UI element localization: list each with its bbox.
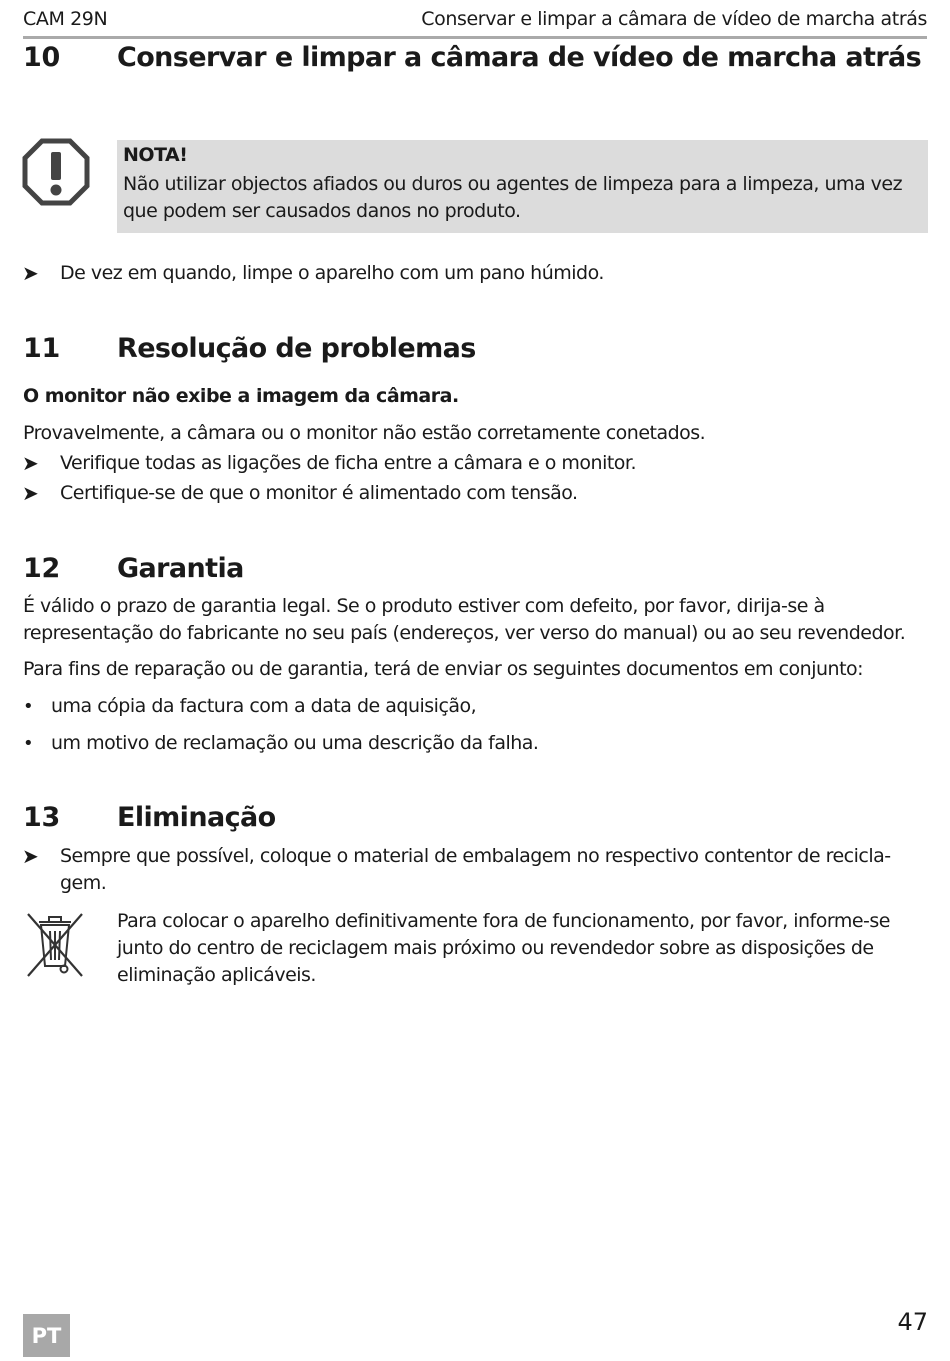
section-13-number: 13 <box>23 802 60 833</box>
warranty-doc-1: uma cópia da factura com a data de aquisição, <box>51 695 477 717</box>
troubleshoot-step-1: Verifique todas as ligações de ficha entre a câmara e o monitor. <box>60 452 637 474</box>
page-header <box>23 6 927 39</box>
bullet-icon: • <box>23 733 34 754</box>
note-text: Não utilizar objectos afiados ou duros ou agentes de limpeza para a limpeza, uma vez que podem ser causados danos no produto. <box>123 173 903 222</box>
warranty-paragraph-2: Para fins de reparação ou de garantia, terá de enviar os seguintes documentos em conjunto: <box>23 658 864 680</box>
running-title: Conservar e limpar a câmara de vídeo de marcha atrás <box>421 8 927 30</box>
section-13-title: Eliminação <box>117 802 276 833</box>
arrow-right-icon: ➤ <box>22 844 39 868</box>
section-12-title: Garantia <box>117 553 244 584</box>
section-11-number: 11 <box>23 333 60 364</box>
section-11-title: Resolução de problemas <box>117 333 476 364</box>
warranty-paragraph-1: É válido o prazo de garantia legal. Se o produto estiver com defeito, por favor, dirija-se à representação do fabricante no seu país (endereços, ver verso do manual) ou ao seu revendedor. <box>23 595 906 644</box>
section-12-number: 12 <box>23 553 60 584</box>
packaging-step-line-1: Sempre que possível, coloque o material de embalagem no respectivo contentor de recicla- <box>60 845 891 867</box>
packaging-step-line-2: gem. <box>60 872 107 894</box>
cleaning-step: De vez em quando, limpe o aparelho com um pano húmido. <box>60 262 604 284</box>
model-name: CAM 29N <box>23 8 108 30</box>
arrow-right-icon: ➤ <box>22 481 39 505</box>
arrow-right-icon: ➤ <box>22 451 39 475</box>
note-box <box>117 140 928 233</box>
troubleshoot-step-2: Certifique-se de que o monitor é alimentado com tensão. <box>60 482 578 504</box>
crossed-out-bin-icon <box>22 910 88 980</box>
disposal-text: Para colocar o aparelho definitivamente fora de funcionamento, por favor, informe-se junto do centro de reciclagem mais próximo ou revendedor sobre as disposições de eliminação aplicáveis. <box>117 910 890 986</box>
problem-subheading: O monitor não exibe a imagem da câmara. <box>23 385 459 407</box>
section-10-title: Conservar e limpar a câmara de vídeo de marcha atrás <box>117 42 922 73</box>
bullet-icon: • <box>23 696 34 717</box>
note-title: NOTA! <box>123 144 188 166</box>
arrow-right-icon: ➤ <box>22 261 39 285</box>
warranty-doc-2: um motivo de reclamação ou uma descrição da falha. <box>51 732 539 754</box>
language-badge: PT <box>23 1314 70 1357</box>
warning-octagon-icon <box>22 138 90 206</box>
problem-cause: Provavelmente, a câmara ou o monitor não estão corretamente conetados. <box>23 422 706 444</box>
page-number: 47 <box>897 1308 928 1336</box>
section-10-number: 10 <box>23 42 60 73</box>
